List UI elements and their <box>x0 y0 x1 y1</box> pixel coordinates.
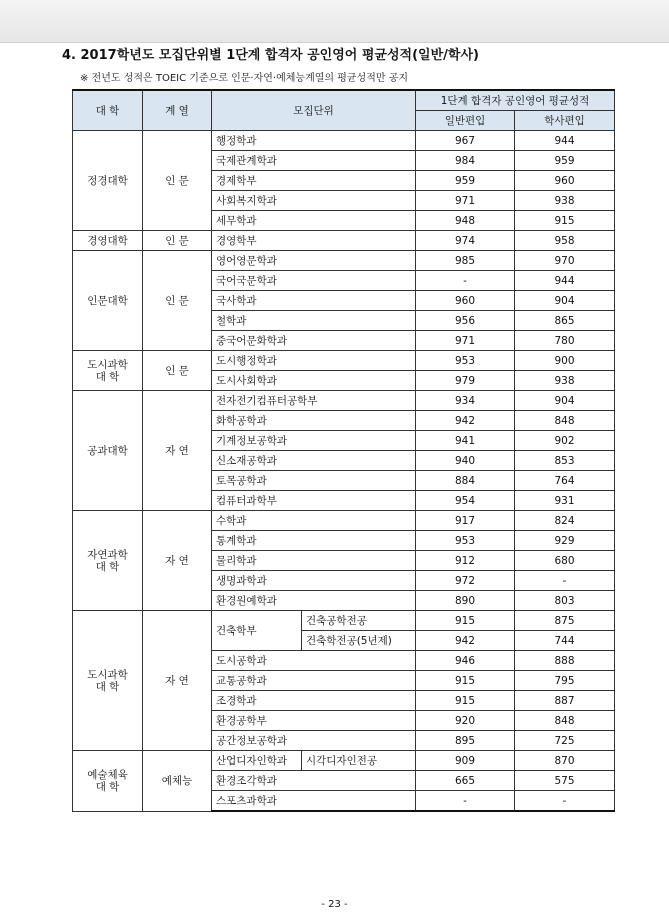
header-univ: 대 학 <box>73 90 143 131</box>
top-bar <box>0 0 669 43</box>
department-cell: 물리학과 <box>212 551 416 571</box>
bachelor-score-cell: 764 <box>515 471 615 491</box>
bachelor-score-cell: 803 <box>515 591 615 611</box>
department-cell: 도시행정학과 <box>212 351 416 371</box>
table-row <box>73 751 615 771</box>
bachelor-score-cell: 725 <box>515 731 615 751</box>
university-cell: 정경대학 <box>73 131 143 231</box>
bachelor-score-cell: 870 <box>515 751 615 771</box>
bachelor-score-cell: 875 <box>515 611 615 631</box>
department-cell: 교통공학과 <box>212 671 416 691</box>
page-title: 4. 2017학년도 모집단위별 1단계 합격자 공인영어 평균성적(일반/학사) <box>62 48 479 63</box>
department-cell: 스포츠과학과 <box>212 791 416 812</box>
general-score-cell: 895 <box>416 731 515 751</box>
general-score-cell: - <box>416 791 515 812</box>
department-cell: 수학과 <box>212 511 416 531</box>
department-cell: 영어영문학과 <box>212 251 416 271</box>
table-row <box>73 611 615 631</box>
major-cell: 시각디자인전공 <box>302 751 416 771</box>
bachelor-score-cell: 902 <box>515 431 615 451</box>
university-cell: 경영대학 <box>73 231 143 251</box>
field-cell: 자 연 <box>143 391 212 511</box>
university-cell: 공과대학 <box>73 391 143 511</box>
note-text: ※ 전년도 성적은 TOEIC 기준으로 인문·자연·예체능계열의 평균성적만 공지 <box>80 73 409 84</box>
general-score-cell: 985 <box>416 251 515 271</box>
score-table <box>72 89 615 812</box>
department-cell: 토목공학과 <box>212 471 416 491</box>
general-score-cell: 946 <box>416 651 515 671</box>
bachelor-score-cell: 887 <box>515 691 615 711</box>
general-score-cell: 948 <box>416 211 515 231</box>
department-cell: 산업디자인학과 <box>212 751 302 771</box>
general-score-cell: 953 <box>416 531 515 551</box>
general-score-cell: 890 <box>416 591 515 611</box>
department-cell: 국제관계학과 <box>212 151 416 171</box>
general-score-cell: 974 <box>416 231 515 251</box>
department-cell: 경영학부 <box>212 231 416 251</box>
general-score-cell: 967 <box>416 131 515 151</box>
general-score-cell: 954 <box>416 491 515 511</box>
bachelor-score-cell: 931 <box>515 491 615 511</box>
bachelor-score-cell: 795 <box>515 671 615 691</box>
department-cell: 도시사회학과 <box>212 371 416 391</box>
general-score-cell: 915 <box>416 691 515 711</box>
table-row <box>73 351 615 371</box>
department-cell: 국어국문학과 <box>212 271 416 291</box>
department-cell: 사회복지학과 <box>212 191 416 211</box>
bachelor-score-cell: 824 <box>515 511 615 531</box>
general-score-cell: 934 <box>416 391 515 411</box>
general-score-cell: 912 <box>416 551 515 571</box>
university-cell: 도시과학 대 학 <box>73 611 143 751</box>
general-score-cell: 884 <box>416 471 515 491</box>
general-score-cell: 941 <box>416 431 515 451</box>
department-cell: 철학과 <box>212 311 416 331</box>
general-score-cell: 917 <box>416 511 515 531</box>
table-body <box>73 131 615 812</box>
department-cell: 환경공학부 <box>212 711 416 731</box>
department-cell: 도시공학과 <box>212 651 416 671</box>
bachelor-score-cell: 848 <box>515 411 615 431</box>
university-cell: 자연과학 대 학 <box>73 511 143 611</box>
department-cell: 컴퓨터과학부 <box>212 491 416 511</box>
general-score-cell: 940 <box>416 451 515 471</box>
university-cell: 인문대학 <box>73 251 143 351</box>
table-row <box>73 131 615 151</box>
bachelor-score-cell: 970 <box>515 251 615 271</box>
bachelor-score-cell: 888 <box>515 651 615 671</box>
bachelor-score-cell: 904 <box>515 391 615 411</box>
department-cell: 기계정보공학과 <box>212 431 416 451</box>
department-cell: 행정학과 <box>212 131 416 151</box>
field-cell: 인 문 <box>143 231 212 251</box>
header-bachelor: 학사편입 <box>515 111 615 131</box>
table-row <box>73 231 615 251</box>
department-cell: 환경원예학과 <box>212 591 416 611</box>
field-cell: 예체능 <box>143 751 212 812</box>
general-score-cell: 959 <box>416 171 515 191</box>
header-unit: 모집단위 <box>212 90 416 131</box>
bachelor-score-cell: 680 <box>515 551 615 571</box>
department-cell: 국사학과 <box>212 291 416 311</box>
general-score-cell: 971 <box>416 331 515 351</box>
general-score-cell: 665 <box>416 771 515 791</box>
bachelor-score-cell: 958 <box>515 231 615 251</box>
department-cell: 통계학과 <box>212 531 416 551</box>
bachelor-score-cell: 915 <box>515 211 615 231</box>
bachelor-score-cell: 944 <box>515 131 615 151</box>
bachelor-score-cell: 904 <box>515 291 615 311</box>
bachelor-score-cell: 744 <box>515 631 615 651</box>
header-score-group: 1단계 합격자 공인영어 평균성적 <box>416 90 615 111</box>
field-cell: 인 문 <box>143 251 212 351</box>
bachelor-score-cell: 865 <box>515 311 615 331</box>
bachelor-score-cell: 929 <box>515 531 615 551</box>
table-row <box>73 511 615 531</box>
general-score-cell: 972 <box>416 571 515 591</box>
bachelor-score-cell: 900 <box>515 351 615 371</box>
bachelor-score-cell: 959 <box>515 151 615 171</box>
table-row <box>73 391 615 411</box>
bachelor-score-cell: 853 <box>515 451 615 471</box>
department-cell: 세무학과 <box>212 211 416 231</box>
department-cell: 생명과학과 <box>212 571 416 591</box>
general-score-cell: 956 <box>416 311 515 331</box>
general-score-cell: 971 <box>416 191 515 211</box>
department-cell: 경제학부 <box>212 171 416 191</box>
department-cell: 신소재공학과 <box>212 451 416 471</box>
general-score-cell: 942 <box>416 631 515 651</box>
general-score-cell: 909 <box>416 751 515 771</box>
department-cell: 중국어문화학과 <box>212 331 416 351</box>
general-score-cell: 920 <box>416 711 515 731</box>
department-cell: 공간정보공학과 <box>212 731 416 751</box>
general-score-cell: 979 <box>416 371 515 391</box>
bachelor-score-cell: 938 <box>515 191 615 211</box>
major-cell: 건축공학전공 <box>302 611 416 631</box>
bachelor-score-cell: 960 <box>515 171 615 191</box>
general-score-cell: 984 <box>416 151 515 171</box>
department-cell: 화학공학과 <box>212 411 416 431</box>
general-score-cell: 915 <box>416 671 515 691</box>
general-score-cell: 942 <box>416 411 515 431</box>
university-cell: 예술체육 대 학 <box>73 751 143 812</box>
bachelor-score-cell: 944 <box>515 271 615 291</box>
major-cell: 건축학전공(5년제) <box>302 631 416 651</box>
department-cell: 조경학과 <box>212 691 416 711</box>
department-cell: 환경조각학과 <box>212 771 416 791</box>
bachelor-score-cell: 938 <box>515 371 615 391</box>
header-general: 일반편입 <box>416 111 515 131</box>
general-score-cell: 960 <box>416 291 515 311</box>
department-cell: 전자전기컴퓨터공학부 <box>212 391 416 411</box>
bachelor-score-cell: 848 <box>515 711 615 731</box>
field-cell: 인 문 <box>143 131 212 231</box>
bachelor-score-cell: 575 <box>515 771 615 791</box>
general-score-cell: 915 <box>416 611 515 631</box>
bachelor-score-cell: - <box>515 791 615 812</box>
department-cell: 건축학부 <box>212 611 302 651</box>
page-number: - 23 - <box>321 899 348 910</box>
field-cell: 자 연 <box>143 511 212 611</box>
general-score-cell: - <box>416 271 515 291</box>
university-cell: 도시과학 대 학 <box>73 351 143 391</box>
header-field: 계 열 <box>143 90 212 131</box>
general-score-cell: 953 <box>416 351 515 371</box>
field-cell: 자 연 <box>143 611 212 751</box>
field-cell: 인 문 <box>143 351 212 391</box>
table-row <box>73 251 615 271</box>
bachelor-score-cell: - <box>515 571 615 591</box>
bachelor-score-cell: 780 <box>515 331 615 351</box>
